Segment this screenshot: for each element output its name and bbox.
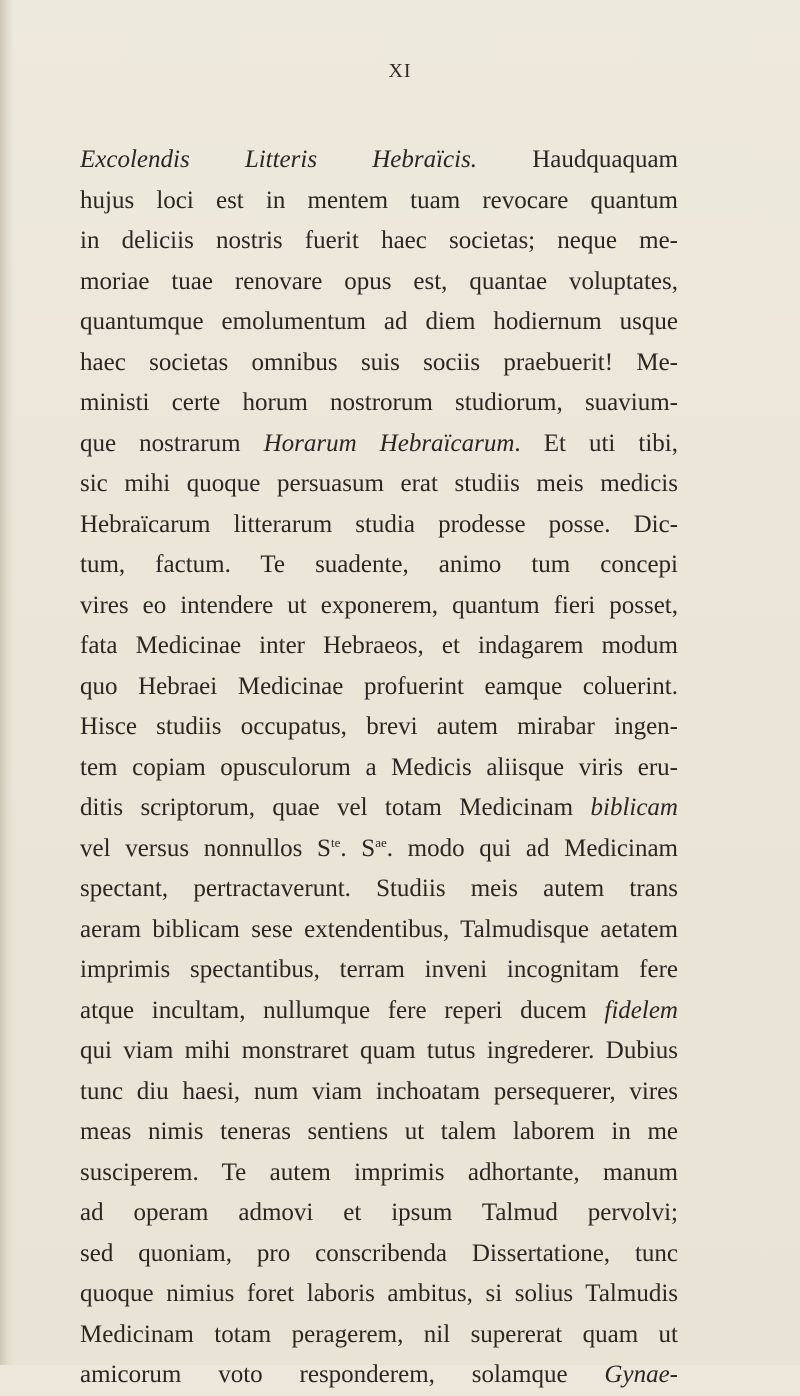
text-segment: ministi certe horum nostrorum studiorum, suavium-	[80, 389, 678, 416]
superscript-text: ae	[375, 834, 387, 850]
italic-text: Excolendis Litteris Hebraïcis.	[80, 146, 478, 173]
superscript-text: te	[330, 834, 341, 850]
text-segment: moriae tuae renovare opus est, quantae voluptates,	[80, 267, 678, 295]
text-segment: Hisce studiis occupatus, brevi autem mirabar ingen-	[80, 713, 678, 740]
text-line	[80, 1072, 678, 1113]
text-segment: sed quoniam, pro conscribenda Dissertatione, tunc	[80, 1239, 678, 1267]
text-segment: quo Hebraei Medicinae profuerint eamque coluerint.	[80, 672, 678, 700]
text-segment: quantumque emolumentum ad diem hodiernum usque	[80, 308, 678, 335]
text-segment: . modo qui ad Medicinam	[386, 834, 678, 862]
page-spine-shadow	[0, 0, 14, 1365]
text-segment: sic mihi quoque persuasum erat studiis meis medicis	[80, 470, 678, 497]
text-segment: . Et uti tibi,	[514, 429, 678, 457]
text-segment: spectant, pertractaverunt. Studiis meis autem trans	[80, 875, 678, 902]
text-line	[80, 950, 678, 991]
text-segment: aeram biblicam sese extendentibus, Talmudisque aetatem	[80, 915, 678, 943]
text-segment: imprimis spectantibus, terram inveni incognitam fere	[80, 956, 678, 983]
italic-text: Gynae-	[604, 1361, 678, 1388]
text-line	[80, 221, 678, 262]
text-line	[80, 302, 678, 343]
text-line	[80, 343, 678, 384]
text-line	[80, 1112, 678, 1153]
text-line	[80, 383, 678, 424]
text-segment: meas nimis teneras sentiens ut talem laborem in me	[80, 1118, 678, 1145]
text-segment: hujus loci est in mentem tuam revocare quantum	[80, 186, 678, 214]
text-segment: fata Medicinae inter Hebraeos, et indagarem modum	[80, 632, 678, 659]
page-number: XI	[388, 60, 412, 82]
text-line	[80, 626, 678, 667]
text-line	[80, 545, 678, 586]
text-line	[80, 1274, 678, 1315]
text-segment: vel versus nonnullos S	[80, 834, 331, 862]
text-line	[80, 586, 678, 627]
text-line	[80, 869, 678, 910]
text-line	[80, 991, 678, 1032]
text-line	[80, 748, 678, 789]
text-segment: susciperem. Te autem imprimis adhortante, manum	[80, 1158, 678, 1186]
text-line	[80, 464, 678, 505]
text-line	[80, 140, 678, 181]
text-segment: ad operam admovi et ipsum Talmud pervolvi;	[80, 1199, 678, 1226]
text-line	[80, 1355, 678, 1396]
text-line	[80, 1193, 678, 1234]
text-line	[80, 667, 678, 708]
text-segment: amicorum voto responderem, solamque	[80, 1361, 605, 1388]
text-segment: vires eo intendere ut exponerem, quantum fieri posset,	[80, 591, 678, 619]
text-line	[80, 1234, 678, 1275]
body-text	[80, 140, 678, 1396]
text-line	[80, 1315, 678, 1356]
text-segment: atque incultam, nullumque fere reperi ducem	[80, 996, 605, 1024]
text-line	[80, 262, 678, 303]
text-segment: tem copiam opusculorum a Medicis aliisque viris eru-	[80, 753, 678, 781]
text-segment: quoque nimius foret laboris ambitus, si solius Talmudis	[80, 1280, 678, 1307]
text-segment: qui viam mihi monstraret quam tutus ingrederer. Dubius	[80, 1037, 678, 1064]
text-line	[80, 788, 678, 829]
text-segment: Hebraïcarum litterarum studia prodesse posse. Dic-	[80, 510, 678, 538]
text-line	[80, 910, 678, 951]
text-segment: ditis scriptorum, quae vel totam Medicinam	[80, 794, 591, 821]
text-line	[80, 181, 678, 222]
text-line	[80, 1031, 678, 1072]
text-segment: Medicinam totam peragerem, nil supererat quam ut	[80, 1320, 678, 1348]
italic-text: fidelem	[604, 996, 678, 1024]
text-segment: que nostrarum	[80, 429, 264, 457]
text-segment: tunc diu haesi, num viam inchoatam persequerer, vires	[80, 1077, 678, 1105]
text-segment: Haudquaquam	[477, 146, 678, 173]
text-line	[80, 1153, 678, 1194]
text-segment: haec societas omnibus suis sociis praebuerit! Me-	[80, 348, 678, 376]
text-line	[80, 505, 678, 546]
italic-text: biblicam	[590, 794, 678, 821]
italic-text: Horarum Hebraïcarum	[263, 429, 515, 457]
text-segment: tum, factum. Te suadente, animo tum concepi	[80, 551, 678, 578]
text-line	[80, 829, 678, 870]
text-segment: . S	[340, 834, 376, 862]
text-line	[80, 424, 678, 465]
text-line	[80, 707, 678, 748]
text-segment: in deliciis nostris fuerit haec societas; neque me-	[80, 227, 678, 254]
